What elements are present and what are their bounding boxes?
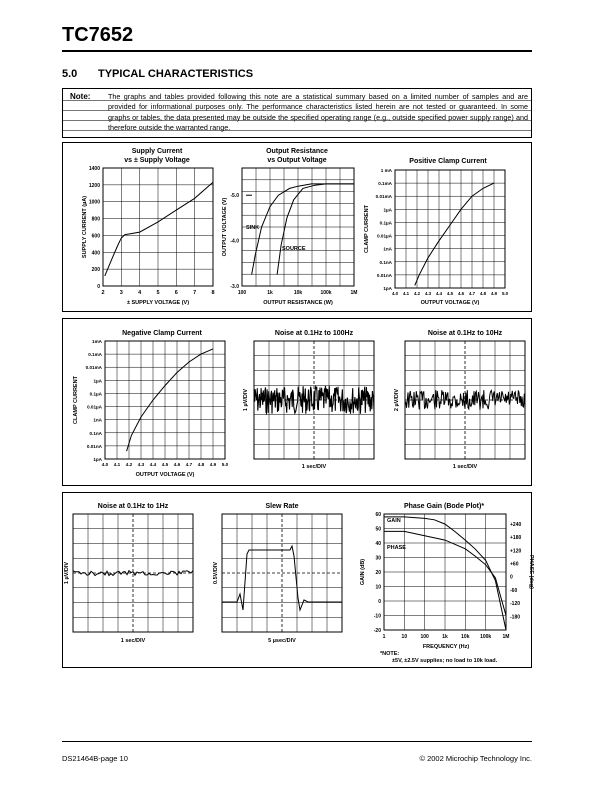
chart9-ylabel: GAIN (dB): [360, 558, 366, 586]
chart2-ytick: -3.0: [230, 284, 239, 290]
chart9-y2tick: -180: [510, 614, 521, 621]
chart4-xtick: 4.4: [149, 462, 157, 467]
section-title: TYPICAL CHARACTERISTICS: [98, 68, 254, 80]
chart4-ytick: 0.01nA: [86, 443, 102, 449]
chart-noise-10hz: [394, 330, 525, 470]
chart4-ytick: 1mA: [92, 339, 102, 344]
footer-rule: [62, 741, 532, 742]
chart1-xtick: 6: [174, 290, 178, 296]
chart5-title: Noise at 0.1Hz to 100Hz: [274, 330, 354, 337]
chart-positive-clamp: [364, 158, 509, 306]
chart3-ytick: 0.1µA: [379, 220, 392, 226]
chart3-ylabel: CLAMP CURRENT: [364, 205, 370, 253]
footer-copyright: © 2002 Microchip Technology Inc.: [419, 754, 532, 763]
chart2-xlabel: OUTPUT RESISTANCE (W): [263, 300, 333, 306]
chart1-xtick: 5: [156, 290, 160, 296]
chart4-grid: [105, 341, 225, 459]
chart7-title: Noise at 0.1Hz to 1Hz: [97, 503, 169, 510]
chart9-ytick: 0: [378, 599, 381, 605]
chart8-ylabel: 0.5V/DIV: [213, 561, 219, 585]
chart4-ytick: 0.1mA: [88, 352, 102, 358]
chart9-ytick: 40: [375, 541, 381, 547]
chart9-xtick: 1M: [502, 634, 510, 640]
chart1-grid: [103, 168, 213, 286]
chart4-xtick: 5.0: [221, 462, 229, 467]
chart4-title: Negative Clamp Current: [122, 330, 202, 337]
chart3-series-line: [415, 183, 494, 285]
chart-noise-100hz: [243, 330, 374, 470]
note-text: The graphs and tables provided following this note are a statistical summary based on a limited number of samples and are provided for informational purposes only. The performance characteristics listed herein are not tested or guaranteed. In some graphs or tables, the data presented may be outside the specified operating range (e.g., outside specified power supply range) and therefore outside the warranted range.: [108, 92, 528, 133]
chart1-ylabel: SUPPLY CURRENT (µA): [82, 195, 88, 259]
chart9-y2tick: +180: [510, 535, 522, 542]
chart1-ytick: 800: [91, 216, 100, 223]
chart4-ytick: 0.1nA: [89, 430, 102, 436]
chart3-ytick: 1pA: [383, 286, 392, 291]
footer-page-id: DS21464B-page 10: [62, 754, 128, 763]
chart3-title: Positive Clamp Current: [409, 158, 487, 165]
chart9-xtick: 100: [420, 634, 429, 640]
chart9-xtick: 1: [382, 634, 386, 640]
chart9-xtick: 10: [401, 634, 408, 640]
chart3-ytick: 0.01nA: [376, 272, 392, 278]
chart1-xtick: 4: [138, 290, 142, 296]
chart4-ytick: 1nA: [93, 417, 102, 423]
chart9-ytick: -20: [373, 628, 381, 634]
chart8-title: Slew Rate: [265, 503, 299, 510]
chart1-ytick: 1000: [88, 199, 100, 206]
chart9-ytick: 50: [375, 526, 381, 533]
chart4-xtick: 4.9: [209, 462, 217, 467]
chart1-ytick: 0: [97, 284, 100, 290]
chart8-xlabel: 5 µsec/DIV: [268, 638, 296, 644]
chart2-y-ticks: [230, 193, 239, 290]
chart7-xlabel: 1 sec/DIV: [120, 638, 146, 644]
chart4-xtick: 4.8: [197, 462, 205, 467]
chart9-ytick: -10: [373, 613, 381, 620]
chart3-xtick: 4.5: [446, 291, 454, 296]
chart2-sink-line: [252, 184, 354, 275]
part-number: TC7652: [62, 24, 134, 46]
chart4-xtick: 4.5: [161, 462, 169, 467]
chart1-subtitle: vs ± Supply Voltage: [124, 157, 190, 164]
chart8-grid: [222, 514, 342, 632]
chart9-xtick: 1k: [442, 634, 448, 640]
chart9-ytick: 60: [375, 512, 381, 518]
chart2-ytick: -5.0: [230, 193, 239, 200]
chart4-xtick: 4.7: [185, 462, 193, 467]
chart9-ytick: 20: [375, 570, 381, 576]
chart4-y-ticks: [86, 339, 103, 462]
chart2-source-line: [277, 184, 354, 275]
chart9-ytick: 10: [375, 584, 381, 591]
section-number: 5.0: [62, 68, 78, 80]
chart9-xtick: 100k: [480, 634, 492, 640]
chart9-y-ticks: [374, 512, 381, 634]
chart3-xtick: 4.1: [402, 291, 410, 296]
chart1-y-ticks: [89, 166, 100, 290]
chart9-x-ticks: [383, 634, 510, 640]
chart1-x-ticks: [101, 290, 214, 296]
chart3-ytick: 1 mA: [380, 168, 392, 173]
chart-noise-1hz: [64, 503, 193, 644]
chart-negative-clamp: [73, 330, 229, 478]
chart1-xlabel: ± SUPPLY VOLTAGE (V): [126, 300, 190, 306]
chart2-xtick: 100k: [320, 290, 332, 296]
chart9-xtick: 10k: [461, 634, 470, 640]
chart6-xlabel: 1 sec/DIV: [452, 464, 478, 470]
chart1-xtick: 3: [119, 290, 123, 296]
chart9-note-text: ±5V, ±2.5V supplies; no load to 10k load.: [392, 658, 498, 664]
chart-slew-rate: [213, 503, 342, 644]
chart2-xtick: 10k: [293, 290, 303, 296]
chart4-ytick: 1pA: [93, 457, 102, 462]
chart2-xtick: 100: [237, 290, 247, 296]
chart3-xtick: 4.4: [435, 291, 443, 296]
chart9-y2tick: -120: [510, 601, 521, 608]
chart4-ytick: 1µA: [93, 378, 102, 384]
chart4-xtick: 4.6: [173, 462, 181, 467]
chart9-y2tick: -60: [510, 587, 518, 594]
chart2-title: Output Resistance: [266, 148, 328, 155]
chart2-sink-label: SINK: [246, 225, 260, 231]
chart9-y2tick: 0: [510, 574, 513, 581]
chart3-xtick: 5.0: [501, 291, 509, 296]
chart1-ytick: 1200: [88, 182, 100, 189]
chart3-x-ticks: [392, 291, 509, 296]
chart9-y2tick: +60: [510, 561, 519, 568]
chart1-xtick: 8: [211, 290, 215, 296]
chart9-y2tick: +120: [510, 548, 522, 555]
chart4-xlabel: OUTPUT VOLTAGE (V): [135, 472, 195, 478]
chart4-ytick: 0.01mA: [85, 365, 102, 371]
chart-bode: [360, 503, 534, 664]
chart3-y-ticks: [376, 168, 393, 291]
chart1-ytick: 400: [91, 250, 100, 257]
chart2-x-ticks: [238, 290, 358, 296]
chart3-xtick: 4.9: [490, 291, 498, 296]
chart1-ytick: 600: [91, 233, 100, 240]
chart3-xtick: 4.6: [457, 291, 465, 296]
chart9-y2label: PHASE (deg): [528, 555, 534, 589]
chart4-ylabel: CLAMP CURRENT: [73, 376, 79, 424]
chart3-ytick: 0.1mA: [378, 181, 392, 187]
chart6-ylabel: 2 µV/DIV: [394, 388, 400, 412]
chart2-subtitle: vs Output Voltage: [267, 157, 327, 164]
chart3-ytick: 0.1nA: [379, 259, 392, 265]
chart3-xtick: 4.0: [391, 291, 399, 296]
chart2-ytick: -4.0: [230, 238, 239, 245]
chart-supply-current: [82, 148, 215, 306]
chart5-ylabel: 1 µV/DIV: [243, 388, 249, 412]
chart3-ytick: 1µA: [383, 207, 392, 213]
chart1-ytick: 1400: [88, 166, 100, 172]
chart3-xtick: 4.7: [468, 291, 476, 296]
chart4-xtick: 4.2: [125, 462, 133, 467]
chart9-y2-ticks: [510, 522, 521, 620]
chart3-xtick: 4.2: [413, 291, 421, 296]
chart9-gain-label: GAIN: [387, 518, 401, 524]
chart4-xtick: 4.1: [113, 462, 121, 467]
chart3-ytick: 0.01µA: [377, 233, 392, 239]
chart2-xtick: 1k: [267, 290, 273, 296]
chart9-ytick: 30: [375, 555, 381, 562]
chart2-source-label: SOURCE: [282, 246, 306, 252]
chart4-x-ticks: [102, 462, 229, 467]
chart4-ytick: 0.1µA: [89, 391, 102, 397]
chart3-ytick: 0.01mA: [375, 194, 392, 200]
chart9-y2tick: +240: [510, 522, 522, 528]
chart7-ylabel: 1 µV/DIV: [64, 561, 70, 585]
chart9-xlabel: FREQUENCY (Hz): [422, 644, 470, 650]
chart4-xtick: 4.3: [137, 462, 145, 467]
chart-output-resistance: [222, 148, 357, 306]
chart4-xtick: 4.0: [101, 462, 109, 467]
chart6-title: Noise at 0.1Hz to 10Hz: [427, 330, 503, 337]
chart3-xtick: 4.3: [424, 291, 432, 296]
chart2-xtick: 1M: [350, 290, 358, 296]
chart3-xlabel: OUTPUT VOLTAGE (V): [420, 300, 480, 306]
chart9-phase-label: PHASE: [387, 545, 406, 551]
chart3-xtick: 4.8: [479, 291, 487, 296]
chart3-ytick: 1nA: [383, 246, 392, 252]
chart2-ylabel: OUTPUT VOLTAGE (V): [222, 197, 228, 257]
chart4-series-line: [127, 349, 213, 451]
chart1-xtick: 7: [193, 290, 197, 296]
chart9-note: *NOTE:: [380, 651, 400, 657]
chart5-xlabel: 1 sec/DIV: [301, 464, 327, 470]
chart9-title: Phase Gain (Bode Plot)*: [403, 503, 485, 510]
chart1-series-line: [105, 182, 213, 276]
chart3-grid: [395, 170, 505, 288]
chart1-xtick: 2: [101, 290, 105, 296]
note-label: Note:: [70, 92, 91, 101]
chart4-ytick: 0.01µA: [87, 404, 102, 410]
chart1-title: Supply Current: [131, 148, 183, 155]
chart1-ytick: 200: [91, 267, 100, 274]
